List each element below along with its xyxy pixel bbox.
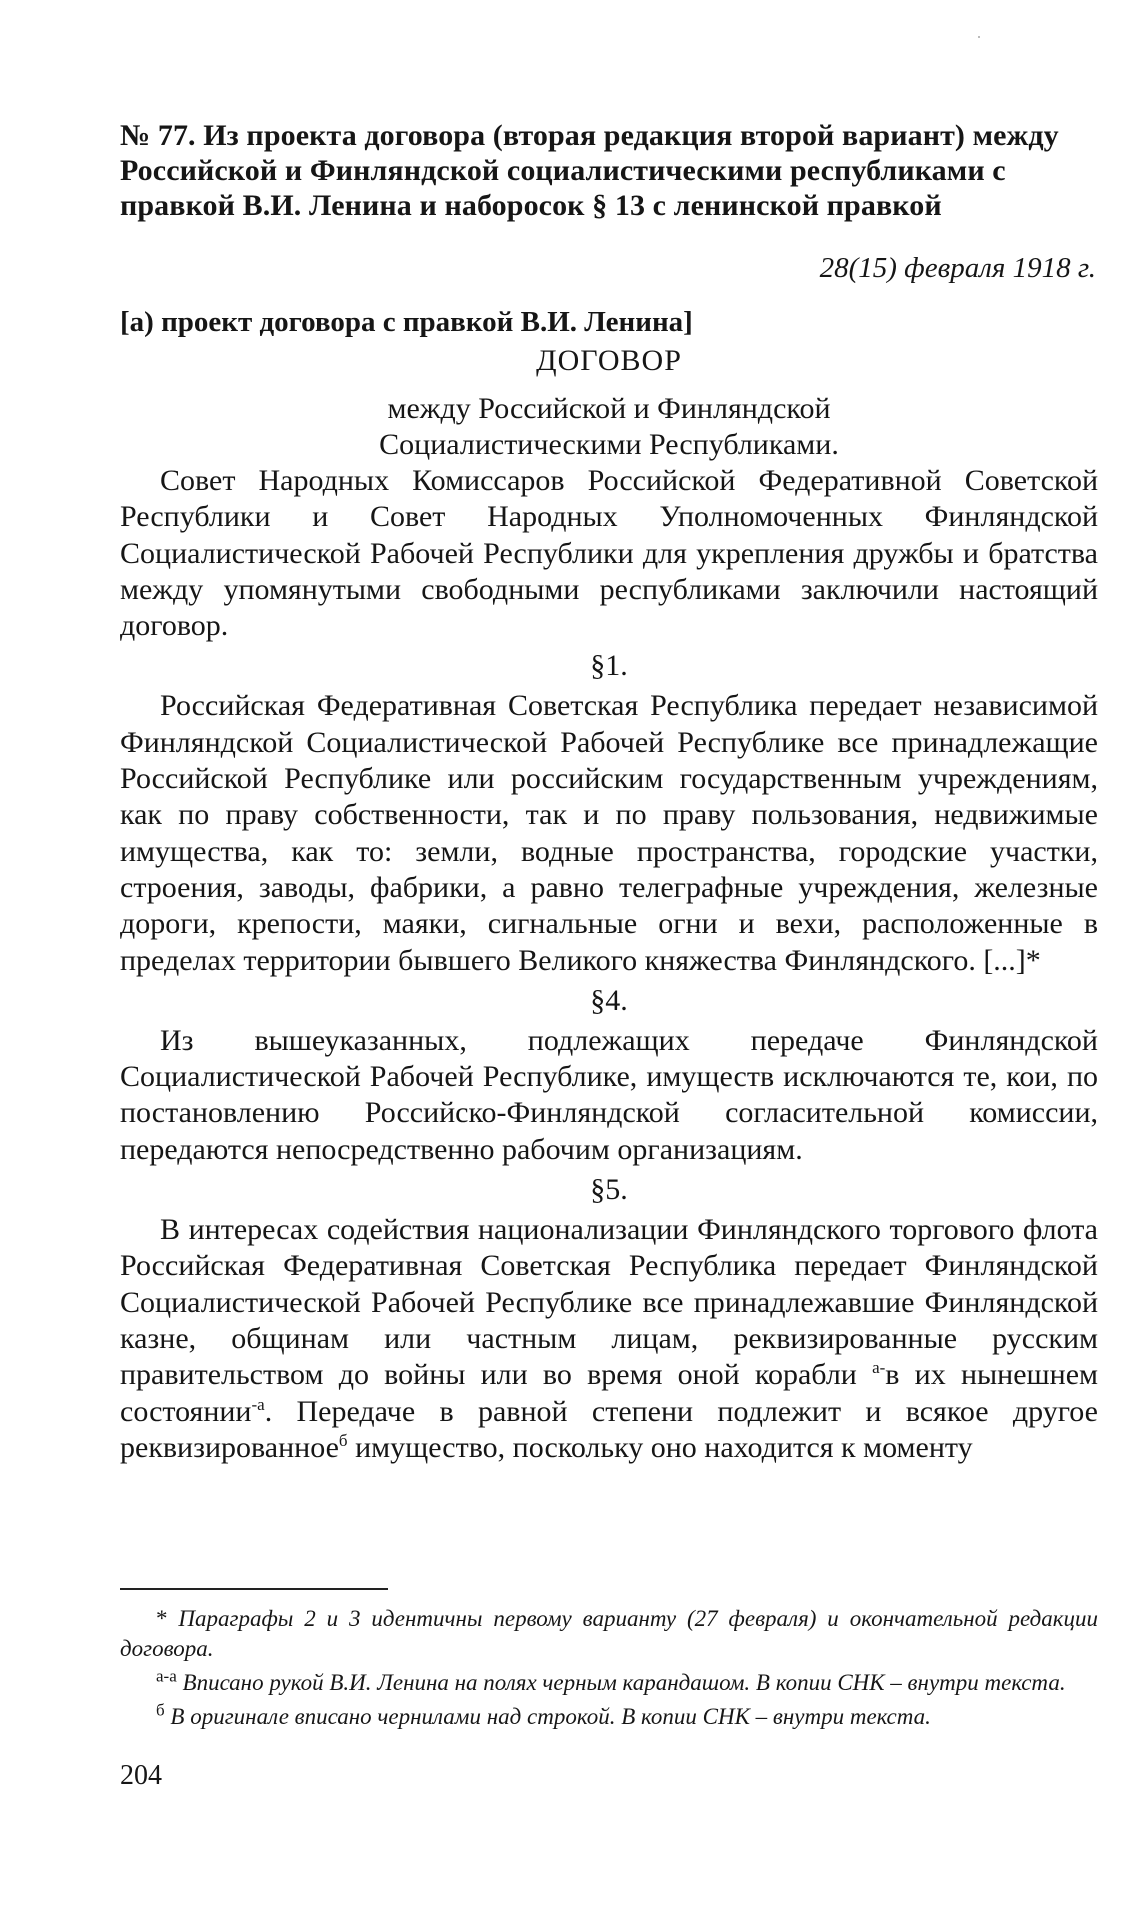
footnote-b-text: В оригинале вписано чернилами над строкой. В копии СНК – внутри текста.	[170, 1704, 931, 1729]
section-4-paragraph: Из вышеуказанных, подлежащих передаче Финляндской Социалистической Рабочей Республике, имуществ исключаются те, кои, по постановлению Российско-Финляндской согласительной комиссии, передаются непосредственно рабочим организациям.	[120, 1023, 1098, 1166]
section-5-text-c: . Передаче в равной степени подлежит и всякое другое реквизированное	[120, 1394, 1098, 1464]
section-1-paragraph: Российская Федеративная Советская Республика передает независимой Финляндской Социалистической Рабочей Республике все принадлежащие Российской Республике или российским государственным учреждениям, как по праву собственности, так и по праву пользования, недвижимые имущества, как то: земли, водные пространства, городские участки, строения, заводы, фабрики, а равно телеграфные учреждения, железные дороги, крепости, маяки, сигнальные огни и вехи, расположенные в пределах территории бывшего Великого княжества Финляндского. [...]*	[120, 689, 1098, 977]
footnote-b	[120, 1702, 1098, 1732]
section-1-mark: §1.	[590, 649, 628, 683]
section-5-paragraph	[120, 1212, 1098, 1466]
section-5-text-a: В интересах содействия национализации Финляндского торгового флота Российская Федеративная Советская Республика передает Финляндской Социалистической Рабочей Республике все принадлежавшие Финляндской казне, общинам или частным лицам, реквизированные русским правительством до войны или во время оной корабли	[120, 1213, 1098, 1392]
footnote-b-mark: б	[156, 1700, 165, 1720]
footnotes	[120, 1604, 1098, 1736]
section-subheading: [а) проект договора с правкой В.И. Ленина]	[120, 306, 693, 338]
footnote-a	[120, 1668, 1098, 1698]
footnote-ref-b: б	[338, 1430, 348, 1450]
treaty-title: ДОГОВОР	[536, 344, 682, 377]
footnote-divider	[120, 1588, 388, 1590]
footnote-star-mark: *	[156, 1606, 168, 1631]
footnote-a-text: Вписано рукой В.И. Ленина на полях черным карандашом. В копии СНК – внутри текста.	[182, 1670, 1066, 1695]
scan-speck	[978, 36, 980, 38]
footnote-ref-a-close: -а	[251, 1394, 265, 1414]
treaty-subtitle-line-2: Социалистическими Республиками.	[379, 428, 839, 461]
preamble-paragraph: Совет Народных Комиссаров Российской Федеративной Советской Республики и Совет Народных Уполномоченных Финляндской Социалистической Рабочей Республики для укрепления дружбы и братства между упомянутыми свободными республиками заключили настоящий договор.	[120, 464, 1098, 643]
section-5-text-b: в их нынешнем состоянии	[120, 1358, 1098, 1428]
footnote-a-mark: а-а	[156, 1666, 177, 1686]
treaty-subtitle-line-1: между Российской и Финляндской	[387, 392, 831, 425]
section-4-mark: §4.	[590, 983, 628, 1017]
document-page	[120, 118, 1098, 1466]
section-5-mark: §5.	[590, 1173, 628, 1207]
document-date: 28(15) февраля 1918 г.	[819, 252, 1096, 284]
document-heading: № 77. Из проекта договора (вторая редакция второй вариант) между Российской и Финляндской социалистическими республиками с правкой В.И. Ленина и наборосок § 13 с ленинской правкой	[120, 119, 1059, 222]
footnote-ref-a-open: а-	[872, 1358, 886, 1378]
section-5-text-d: имущество, поскольку оно находится к моменту	[347, 1430, 973, 1464]
footnote-star-text: Параграфы 2 и 3 идентичны первому варианту (27 февраля) и окончательной редакции договора.	[120, 1606, 1099, 1661]
footnote-star	[120, 1604, 1098, 1664]
page-number: 204	[120, 1760, 162, 1791]
